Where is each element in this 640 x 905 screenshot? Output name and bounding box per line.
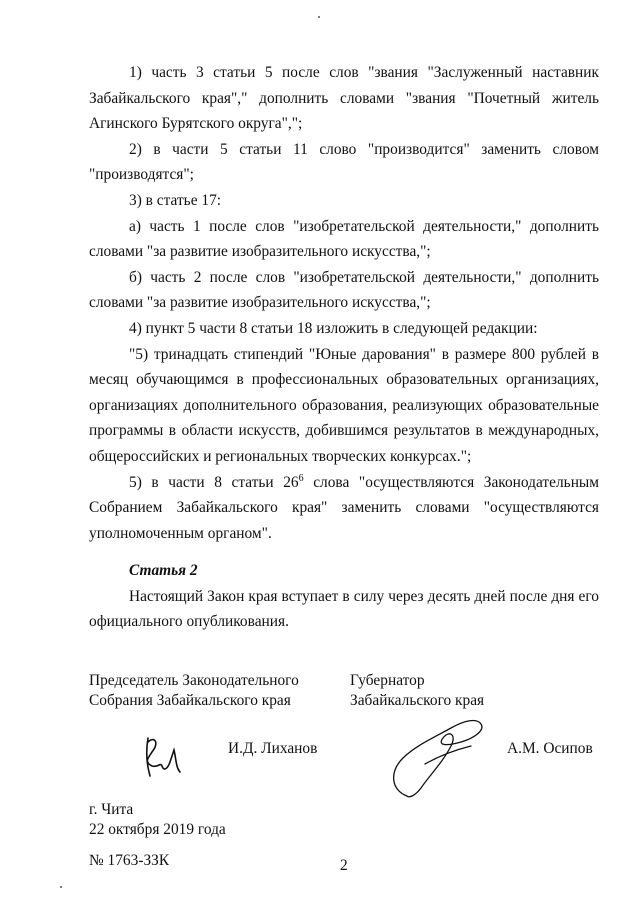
scan-speck [60, 886, 62, 888]
item-5-text-b: слова "осуществляются Законодательным Собранием Забайкальского края" заменить словами "осуществляются уполномоченным органом". [89, 473, 600, 542]
item-4-quote: "5) тринадцать стипендий "Юные дарования" в размере 800 рублей в месяц обучающимся в профессиональных образовательных организациях, организациях дополнительного образования, реализующих образовательные программы в области искусств, добившимся результатов в международных, общероссийских и региональных творческих конкурсах."; [89, 345, 599, 465]
city: г. Чита [89, 801, 134, 818]
item-5 [89, 470, 599, 547]
governor-title [350, 671, 484, 711]
document-number: № 1763-ЗЗК [89, 852, 170, 869]
item-5-superscript: 6 [298, 472, 304, 484]
article-2-text: Настоящий Закон края вступает в силу через десять дней после дня его официального опубликования. [89, 587, 599, 631]
chairman-title-line1: Председатель Законодательного [89, 672, 299, 689]
place-and-date [89, 800, 226, 840]
page-number: 2 [340, 857, 348, 874]
item-3a: а) часть 1 после слов "изобретательской деятельности," дополнить словами "за развитие изобразительного искусства,"; [89, 217, 599, 261]
governor-name: А.М. Осипов [507, 740, 593, 757]
governor-title-line1: Губернатор [350, 672, 425, 689]
chairman-name: И.Д. Лиханов [228, 740, 318, 757]
governor-signature [385, 716, 495, 800]
chairman-title [89, 671, 299, 711]
date: 22 октября 2019 года [89, 821, 226, 838]
governor-title-line2: Забайкальского края [350, 692, 485, 709]
chairman-title-line2: Собрания Забайкальского края [89, 692, 291, 709]
item-4: 4) пункт 5 части 8 статьи 18 изложить в следующей редакции: [129, 319, 538, 337]
scan-speck [318, 16, 320, 18]
item-1: 1) часть 3 статьи 5 после слов "звания "Заслуженный наставник Забайкальского края"," дополнить словами "звания "Почетный житель Агинского Бурятского округа","; [89, 64, 599, 133]
item-5-text-a: 5) в части 8 статьи 26 [129, 473, 299, 491]
chairman-signature [138, 732, 188, 780]
article-2-heading: Статья 2 [129, 562, 198, 580]
item-3b: б) часть 2 после слов "изобретательской деятельности," дополнить словами "за развитие изобразительного искусства,"; [89, 268, 599, 312]
law-text [89, 60, 599, 635]
item-3: 3) в статье 17: [129, 191, 222, 209]
item-2: 2) в части 5 статьи 11 слово "производится" заменить словом "производятся"; [89, 140, 599, 184]
